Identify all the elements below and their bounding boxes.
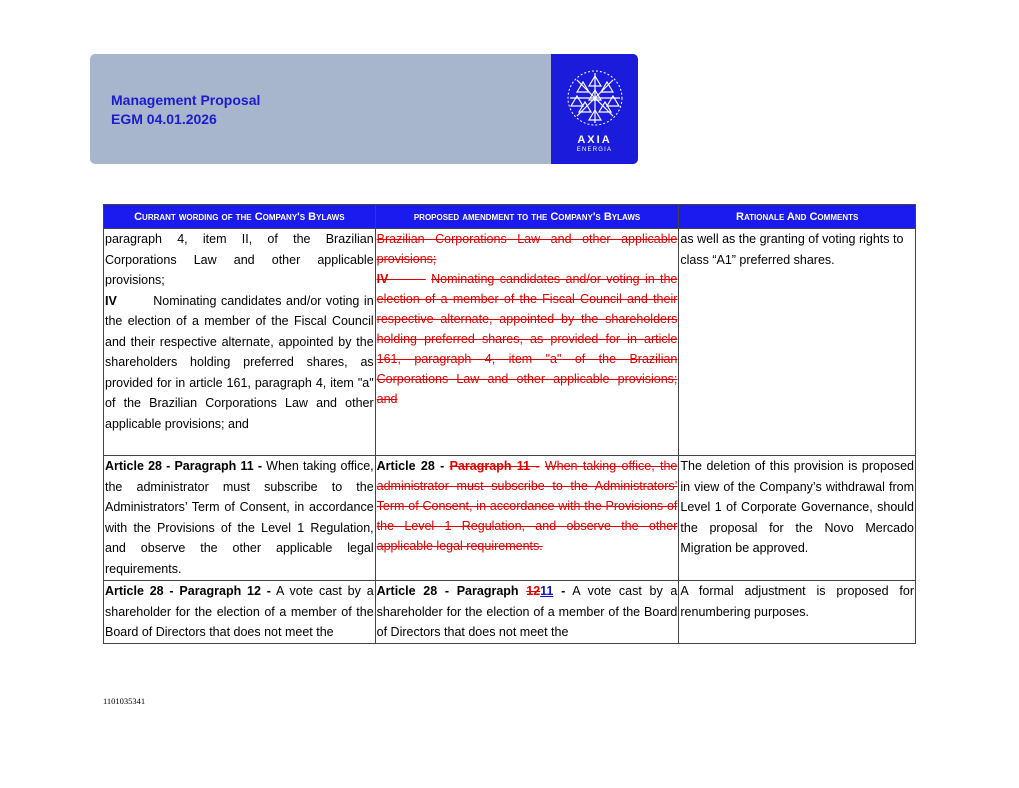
logo-wordmark: AXIA [577, 134, 612, 146]
item-label: IV [105, 293, 117, 308]
header-current-wording: Currant wording of the Company's Bylaws [104, 205, 376, 229]
deleted-text: When taking office, the administrator must subscribe to the Administrators’ Term of Consent, in accordance with the Provisions of the Level 1 Regulation, and observe the other applicable legal requirements. [376, 459, 678, 553]
deleted-number: 12 [526, 584, 541, 598]
header-proposed-amendment: proposed amendment to the Company's Bylaws [375, 205, 679, 229]
current-text: A vote cast by a shareholder for the election of a member of the Board of Directors that does not meet the [105, 584, 374, 639]
document-header-banner [90, 54, 638, 164]
current-wording-cell [104, 581, 376, 644]
meeting-date: EGM 04.01.2026 [111, 111, 217, 127]
document-title: Management Proposal [111, 92, 261, 108]
article-label: Article 28 - Paragraph [376, 584, 519, 598]
header-title-panel [90, 54, 552, 164]
deleted-item-label: IV [376, 272, 389, 286]
axia-globe-logo-icon [565, 68, 625, 128]
current-wording-cell [104, 229, 376, 456]
proposed-amendment-cell [375, 456, 679, 581]
current-text: Nominating candidates and/or voting in the election of a member of the Fiscal Council and their respective alternate, appointed by the shareholders holding preferred shares, as provided for in article 161, paragraph 4, item "a" of the Brazilian Corporations Law and other applicable provisions; and [105, 293, 374, 431]
article-label: Article 28 - Paragraph 11 - [105, 459, 262, 473]
current-text: paragraph 4, item II, of the Brazilian Corporations Law and other applicable provisions; [105, 232, 374, 287]
table-header-row [104, 205, 916, 229]
rationale-cell [679, 581, 916, 644]
proposed-amendment-cell [375, 581, 679, 644]
current-text: When taking office, the administrator must subscribe to the Administrators’ Term of Consent, in accordance with the Provisions of the Level 1 Regulation, and observe the other applicable legal requirements. [105, 459, 374, 576]
proposed-amendment-cell [375, 229, 679, 456]
inserted-number: 11 [540, 584, 554, 598]
proposed-text: A vote cast by a shareholder for the election of a member of the Board of Directors that does not meet the [376, 584, 678, 639]
rationale-text: The deletion of this provision is proposed in view of the Company’s withdrawal from Level 1 of Corporate Governance, should the proposal for the Novo Mercado Migration be approved. [680, 459, 914, 555]
rationale-text: A formal adjustment is proposed for renumbering purposes. [680, 584, 914, 619]
deleted-text: Brazilian Corporations Law and other applicable provisions; [376, 232, 678, 266]
company-logo-panel [551, 54, 638, 164]
article-label-suffix: - [553, 584, 566, 598]
table-row [104, 581, 916, 644]
rationale-text: as well as the granting of voting rights to class “A1” preferred shares. [680, 232, 904, 267]
rationale-cell [679, 456, 916, 581]
article-label: Article 28 - Paragraph 12 - [105, 584, 271, 598]
current-wording-cell [104, 456, 376, 581]
rationale-cell [679, 229, 916, 456]
table-row [104, 456, 916, 581]
deleted-paragraph-label: Paragraph 11 - [449, 459, 540, 473]
logo-subtext: ENERGIA [576, 147, 613, 153]
document-id: 1101035341 [103, 696, 146, 706]
deleted-text: Nominating candidates and/or voting in the election of a member of the Fiscal Council and their respective alternate, appointed by the shareholders holding preferred shares, as provided for in article 161, paragraph 4, item "a" of the Brazilian Corporations Law and other applicable provisions; and [376, 272, 678, 406]
bylaws-comparison-table [103, 204, 916, 644]
header-rationale: Rationale And Comments [679, 205, 916, 229]
table-row [104, 229, 916, 456]
article-label: Article 28 - [376, 459, 445, 473]
